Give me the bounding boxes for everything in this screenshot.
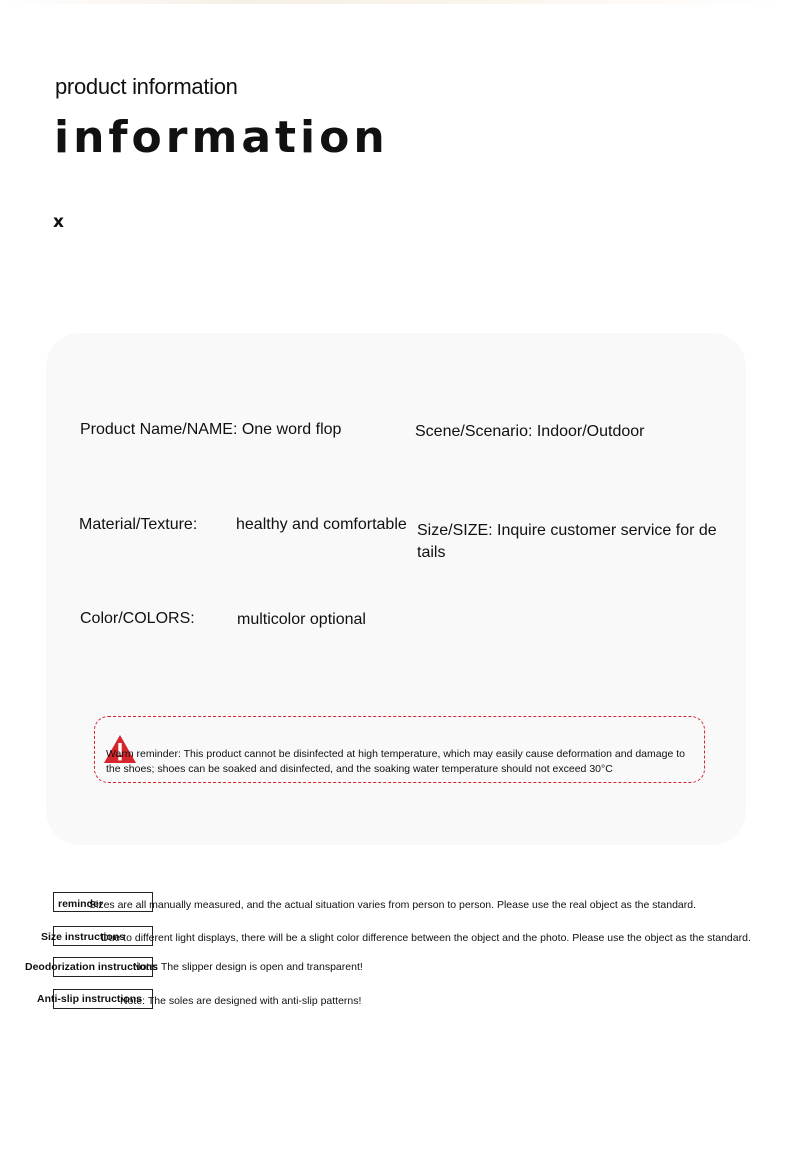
top-decor-line [0, 0, 790, 4]
note-text-size: Due to different light displays, there will be a slight color difference between the object and the photo. Please use the object as the standard. [101, 932, 751, 944]
note-label-size: Size instructions [41, 931, 126, 943]
note-label-anti-slip: Anti-slip instructions [37, 993, 142, 1005]
material-label: Material/Texture: [79, 516, 198, 533]
color-label: Color/COLORS: [80, 610, 195, 627]
warning-text: Warm reminder: This product cannot be disinfected at high temperature, which may easily cause deformation and damage to the shoes; shoes can be soaked and disinfected, and the soaking water temperature should not exceed 30°C [106, 748, 685, 775]
note-text-reminder: Sizes are all manually measured, and the actual situation varies from person to person. Please use the real object as the standard. [89, 899, 697, 911]
scene-scenario: Scene/Scenario: Indoor/Outdoor [415, 423, 645, 440]
note-label-reminder: reminder [58, 898, 103, 910]
product-name: Product Name/NAME: One word flop [80, 421, 342, 438]
color-value: multicolor optional [237, 611, 366, 628]
close-icon: x [53, 212, 64, 232]
note-text-deodorization: Note: The slipper design is open and transparent! [133, 961, 363, 973]
section-subtitle: product information [55, 74, 238, 99]
section-title: information [54, 112, 389, 163]
size-info: Size/SIZE: Inquire customer service for de tails [417, 522, 717, 561]
material-value: healthy and comfortable [236, 516, 407, 533]
note-label-deodorization: Deodorization instructions [25, 961, 159, 973]
note-text-anti-slip: Note: The soles are designed with anti-slip patterns! [120, 995, 362, 1007]
